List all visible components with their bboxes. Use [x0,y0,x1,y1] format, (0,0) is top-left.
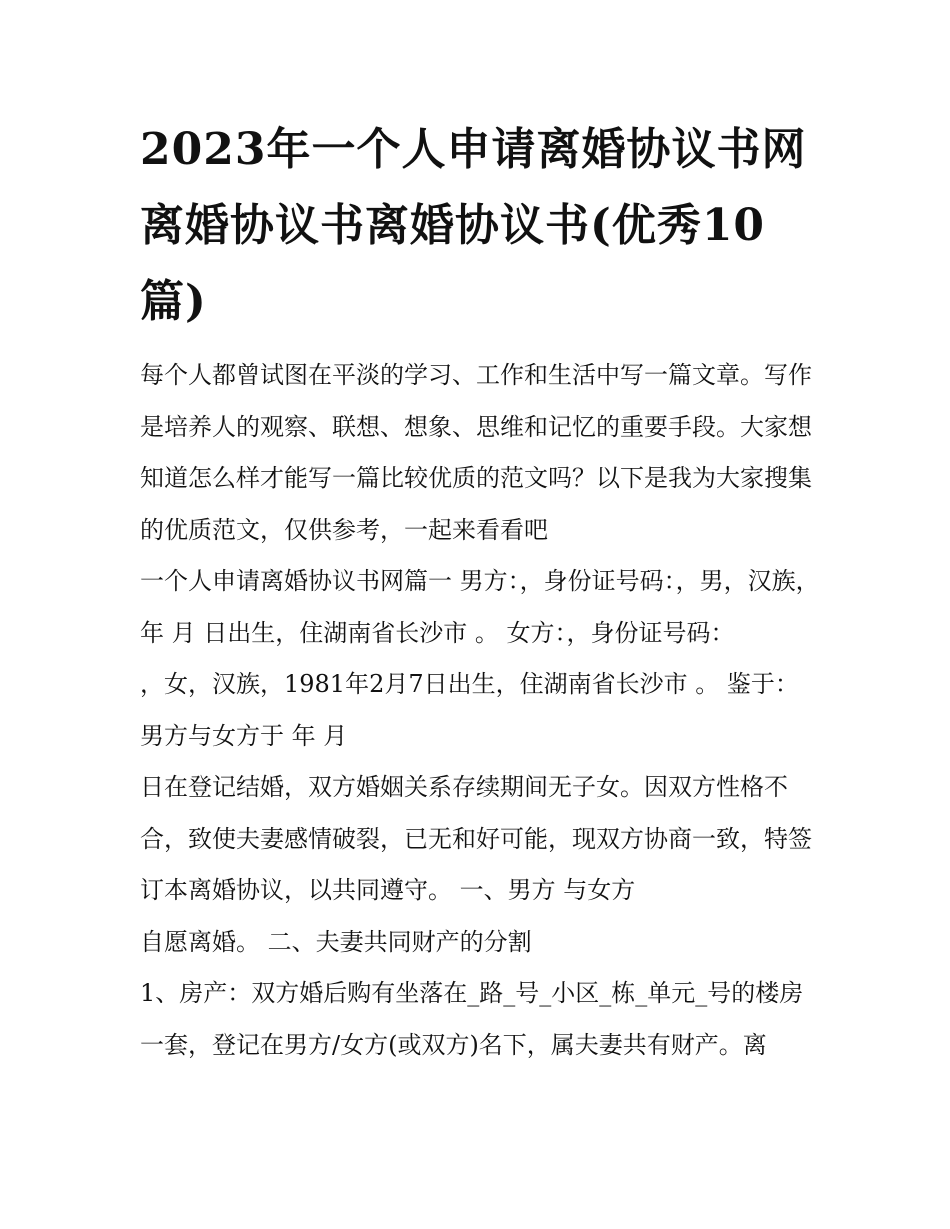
intro-paragraph: 每个人都曾试图在平淡的学习、工作和生活中写一篇文章。写作是培养人的观察、联想、想象、思维和记忆的重要手段。大家想知道怎么样才能写一篇比较优质的范文吗？以下是我为大家搜集的优质范文，仅供参考，一起来看看吧 [140,361,812,544]
female-party-paragraph: ，女，汉族，1981年2月7日出生，住湖南省长沙市 。 鉴于： 男方与女方于 年 月 [140,670,799,750]
document-title: 2023年一个人申请离婚协议书网 离婚协议书离婚协议书(优秀10篇) [140,124,807,327]
party-info-paragraph: 一个人申请离婚协议书网篇一 男方：，身份证号码：，男，汉族， 年 月 日出生，住湖南省长沙市 。 女方：，身份证号码： [140,567,820,647]
property-heading-paragraph: 自愿离婚。 二、夫妻共同财产的分割 [140,927,532,956]
marriage-status-paragraph: 日在登记结婚，双方婚姻关系存续期间无子女。因双方性格不合，致使夫妻感情破裂，已无和好可能，现双方协商一致，特签订本离婚协议，以共同遵守。 一、男方 与女方 [140,773,812,904]
real-estate-paragraph: 1、房产：双方婚后购有坐落在_路_号_小区_栋_单元_号的楼房一套，登记在男方/女方(或双方)名下，属夫妻共有财产。离 [140,979,804,1059]
document-body [140,350,820,1071]
document-page [140,112,820,1071]
